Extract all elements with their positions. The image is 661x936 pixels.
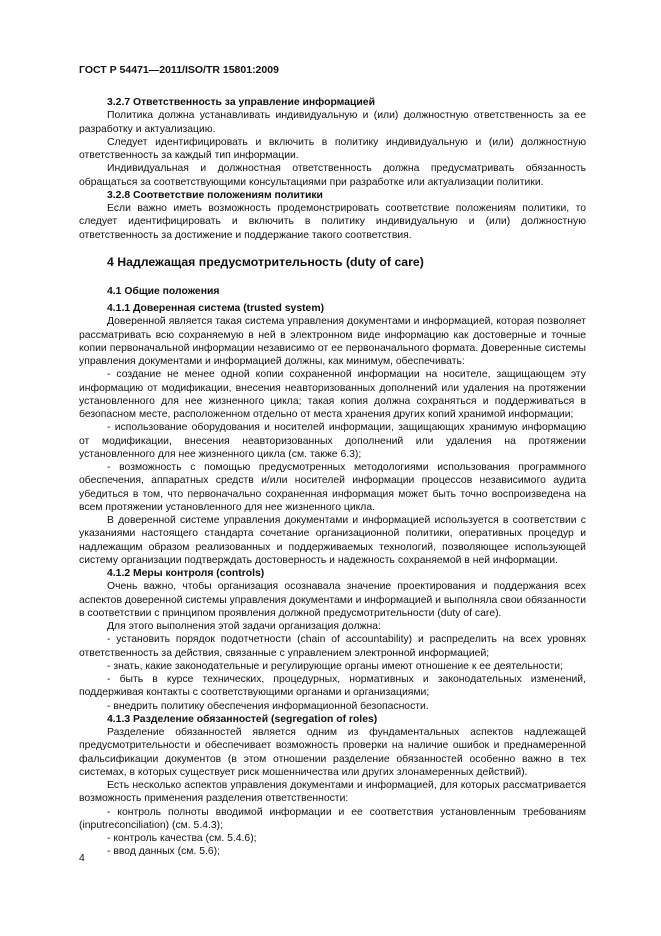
section-4-1-2-list-item-2: - знать, какие законодательные и регулирующие органы имеют отношение к ее деятельности; xyxy=(107,660,563,672)
section-4-1-2-paragraph-1: Очень важно, чтобы организация осознавала значение проектирования и поддержания всех аспектов доверенной системы управления документами и информацией и выполняла свои обязанности в соответствии с принципом проявления должной предусмотрительности (duty of care). xyxy=(79,581,586,619)
section-4-1-1-list-item-1: - создание не менее одной копии сохраненной информации на носителе, защищающем эту информацию от модификации, внесения неавторизованных дополнений или удаления на протяжении установленного для нее жизненного цикла; такая копия должна сохраняться и поддерживаться в безопасном месте, расположенном отдельно от места хранения других копий хранимой информации; xyxy=(79,369,586,420)
section-4-1-1-paragraph-1: Доверенной является такая система управления документами и информацией, которая позволяет рассматривать всю сохраняемую в ней в электронном виде информацию как достоверные и точные копии первоначальной информации независимо от ее первоначального формата. Доверенные системы управления документами и информацией должны, как минимум, обеспечивать: xyxy=(79,316,586,367)
section-4-1-3-list-item-3: - ввод данных (см. 5.6); xyxy=(107,846,221,858)
page-content xyxy=(79,96,586,859)
section-4-1-3-paragraph-2: Есть несколько аспектов управления документами и информацией, для которых рассматривается возможность применения разделения ответственности: xyxy=(79,780,586,805)
section-4-1-2-list-item-3: - быть в курсе технических, процедурных, нормативных и законодательных изменений, поддерживая контакты с соответствующими органами и организациями; xyxy=(79,674,586,699)
section-4-1-3-heading: 4.1.3 Разделение обязанностей (segregation of roles) xyxy=(107,713,378,725)
section-4-1-1-paragraph-2: В доверенной системе управления документами и информацией используется в соответствии с указаниями настоящего стандарта сочетание организационной политики, оперативных процедур и надлежащим образом реализованных и поддерживаемых технологий, позволяющее использующей систему организации подтверждать достоверность и надежность сохраняемой в ней информации. xyxy=(79,515,586,566)
section-4-1-2-heading: 4.1.2 Меры контроля (controls) xyxy=(107,568,265,579)
section-4-1-2-paragraph-2: Для этого выполнения этой задачи организация должна: xyxy=(107,621,381,632)
section-3-2-7-paragraph-3: Индивидуальная и должностная ответственность должна предусматривать обязанность обращаться за соответствующими консультациями при разработке или актуализации политики. xyxy=(79,163,586,188)
section-4-1-2-list-item-1: - установить порядок подотчетности (chain of accountability) и распределить на всех уровнях ответственность за действия, связанные с управлением электронной информацией; xyxy=(79,634,586,659)
section-3-2-7-paragraph-1: Политика должна устанавливать индивидуальную и (или) должностную ответственность за ее разработку и актуализацию. xyxy=(79,110,586,135)
section-4-1-1-list-item-2: - использование оборудования и носителей информации, защищающих хранимую информацию от модификации, внесения неавторизованных дополнений или удаления на протяжении установленного для нее жизненного цикла (см. также 6.3); xyxy=(79,422,586,460)
section-4-1-heading: 4.1 Общие положения xyxy=(107,285,220,297)
section-4-1-2-list-item-4: - внедрить политику обеспечения информационной безопасности. xyxy=(107,700,429,712)
page-number: 4 xyxy=(79,853,85,864)
section-4-1-3-list-item-2: - контроль качества (см. 5.4.6); xyxy=(107,833,257,844)
section-4-1-1-list-item-3: - возможность с помощью предусмотренных методологиями использования программного обеспечения, аппаратных средств и/или носителей информации процессов независимого аудита убедиться в том, что первоначально сохраненная информация может быть точно воспроизведена на всем протяжении установленного для нее жизненного цикла. xyxy=(79,462,586,513)
section-4-heading: 4 Надлежащая предусмотрительность (duty of care) xyxy=(107,254,424,269)
section-3-2-8-paragraph-1: Если важно иметь возможность продемонстрировать соответствие положениям политики, то следует идентифицировать и включить в политику индивидуальную и (или) должностную ответственность за достижение и поддержание такого соответствия. xyxy=(79,203,586,241)
section-4-1-3-paragraph-1: Разделение обязанностей является одним из фундаментальных аспектов надлежащей предусмотрительности и обеспечивает возможность проверки на наличие ошибок и преднамеренной фальсификации документов (в этом отношении разделение обязанностей особенно важно в тех системах, в которых существует риск мошенничества или других злонамеренных действий). xyxy=(79,727,586,778)
section-4-1-3-list-item-1: - контроль полноты вводимой информации и ее соответствия установленным требованиям (inputreconciliation) (см. 5.4.3); xyxy=(79,806,586,831)
section-3-2-7-heading: 3.2.7 Ответственность за управление информацией xyxy=(107,97,375,108)
document-header: ГОСТ Р 54471—2011/ISO/TR 15801:2009 xyxy=(79,64,279,76)
section-3-2-7-paragraph-2: Следует идентифицировать и включить в политику индивидуальную и (или) должностную ответственность за каждый тип информации. xyxy=(79,136,586,161)
section-4-1-1-heading: 4.1.1 Доверенная система (trusted system) xyxy=(107,303,325,314)
section-3-2-8-heading: 3.2.8 Соответствие положениям политики xyxy=(107,189,323,201)
